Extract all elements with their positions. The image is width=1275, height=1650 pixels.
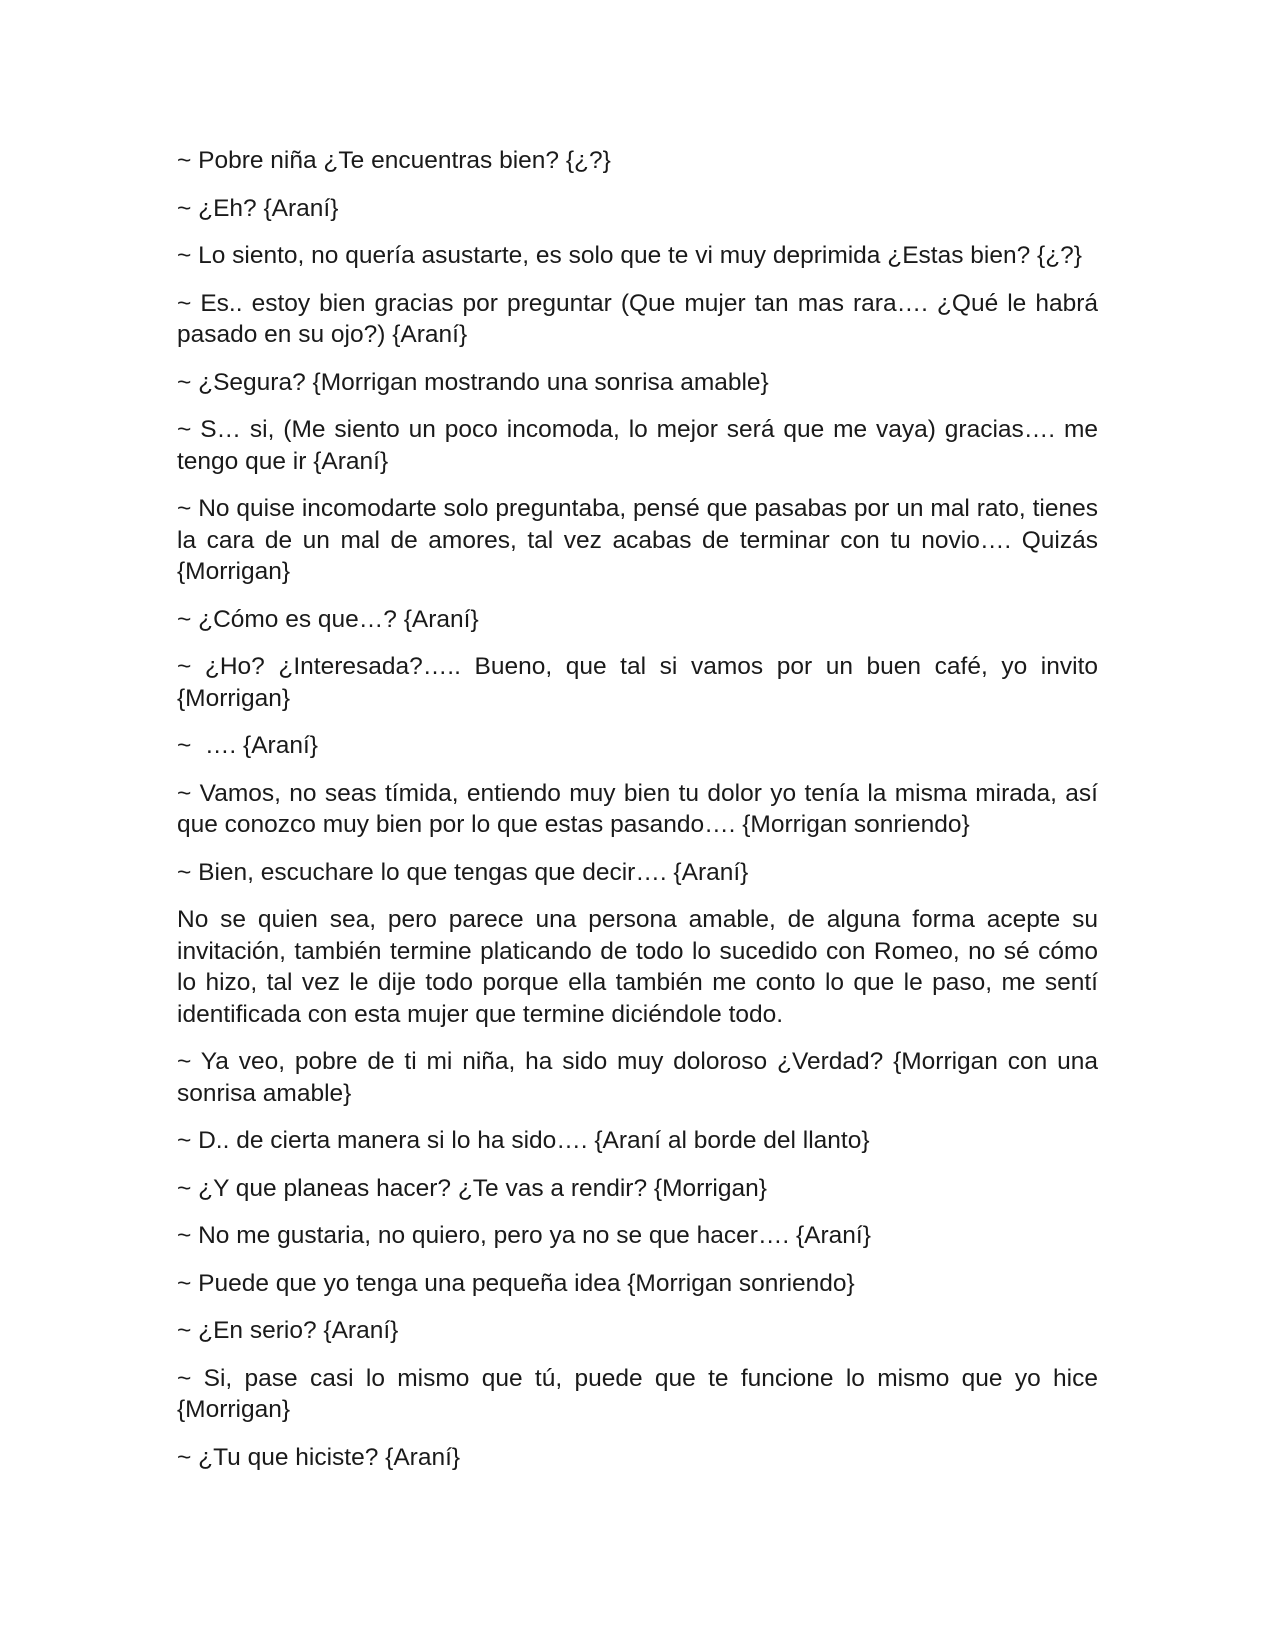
dialogue-line: ~ ¿Eh? {Araní} (177, 194, 339, 222)
dialogue-line: ~ ¿Cómo es que…? {Araní} (177, 605, 479, 633)
dialogue-line: ~ ¿En serio? {Araní} (177, 1317, 399, 1344)
dialogue-line: ~ ¿Y que planeas hacer? ¿Te vas a rendir? {Morrigan} (177, 1174, 767, 1202)
dialogue-line: ~ D.. de cierta manera si lo ha sido…. {Araní al borde del llanto} (177, 1127, 870, 1154)
dialogue-line: ~ Es.. estoy bien gracias por preguntar (Que mujer tan mas rara…. ¿Qué le habrá pasado en su ojo?) {Araní} (177, 289, 1105, 348)
dialogue-line: ~ No me gustaria, no quiero, pero ya no se que hacer…. {Araní} (177, 1222, 871, 1249)
dialogue-line: ~ ¿Segura? {Morrigan mostrando una sonrisa amable} (177, 368, 769, 396)
dialogue-line: ~ Bien, escuchare lo que tengas que decir…. {Araní} (177, 858, 749, 886)
dialogue-line: ~ …. {Araní} (177, 732, 318, 759)
dialogue-line: ~ Si, pase casi lo mismo que tú, puede que te funcione lo mismo que yo hice {Morrigan} (177, 1364, 1105, 1423)
dialogue-line: ~ Lo siento, no quería asustarte, es solo que te vi muy deprimida ¿Estas bien? {¿?} (177, 242, 1082, 269)
dialogue-line: ~ S… si, (Me siento un poco incomoda, lo mejor será que me vaya) gracias…. me tengo que ir {Araní} (177, 416, 1105, 475)
dialogue-line: ~ Pobre niña ¿Te encuentras bien? {¿?} (177, 147, 611, 174)
dialogue-line: ~ Vamos, no seas tímida, entiendo muy bien tu dolor yo tenía la misma mirada, así que conozco muy bien por lo que estas pasando…. {Morrigan sonriendo} (177, 779, 1105, 838)
dialogue-line: ~ ¿Tu que hiciste? {Araní} (177, 1443, 461, 1471)
narration-paragraph: No se quien sea, pero parece una persona amable, de alguna forma acepte su invitación, también termine platicando de todo lo sucedido con Romeo, no sé cómo lo hizo, tal vez le dije todo porque ella también me conto lo que le paso, me sentí identificada con esta mujer que termine diciéndole todo. (177, 906, 1105, 1028)
document-body (177, 145, 1105, 1489)
dialogue-line: ~ No quise incomodarte solo preguntaba, pensé que pasabas por un mal rato, tienes la cara de un mal de amores, tal vez acabas de terminar con tu novio…. Quizás {Morrigan} (177, 495, 1105, 585)
dialogue-line: ~ ¿Ho? ¿Interesada?….. Bueno, que tal si vamos por un buen café, yo invito {Morrigan} (177, 653, 1105, 712)
dialogue-line: ~ Puede que yo tenga una pequeña idea {Morrigan sonriendo} (177, 1269, 855, 1297)
dialogue-line: ~ Ya veo, pobre de ti mi niña, ha sido muy doloroso ¿Verdad? {Morrigan con una sonrisa amable} (177, 1048, 1105, 1107)
